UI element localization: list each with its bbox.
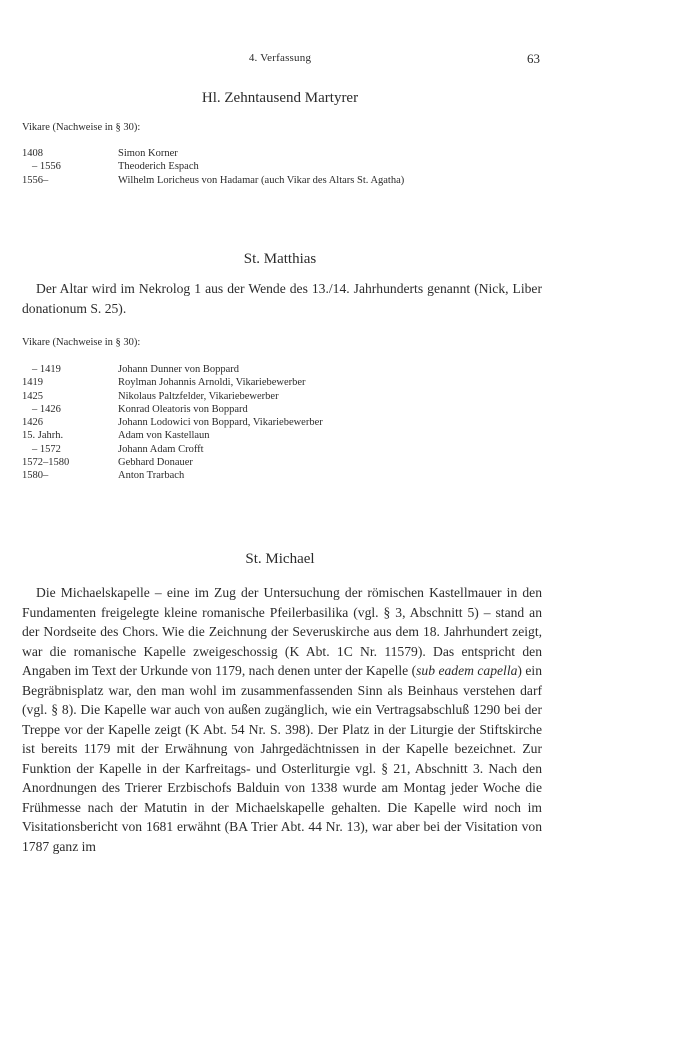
- section-heading-st-matthias: St. Matthias: [243, 251, 317, 267]
- paragraph-text: ) ein Begräbnisplatz war, den man wohl im zusammenfassenden Sinn als Beinhaus verstehen darf (vgl. § 8). Die Kapelle war auch von außen zugänglich, wie ein Vertragsabschluß 1290 bei der Treppe vor der Kapelle zeigt (K Abt. 54 Nr. S. 398). Der Platz in der Liturgie der Stiftskirche ist bereits 1179 mit der Erwähnung von Jahrgedächtnissen in der Kapelle bezeichnet. Zur Funktion der Kapelle in der Karfreitags- und Osterliturgie vgl. § 21, Abschnitt 3. Nach den Anordnungen des Trierer Erzbischofs Balduin von 1338 wurde am Montag jeder Woche die Frühmesse nach der Matutin in der Michaelskapelle gehalten. Die Kapelle wird noch im Visitationsbericht von 1681 erwähnt (BA Trier Abt. 44 Nr. 13), war aber bei der Visitation von 1787 ganz im: [22, 663, 543, 854]
- section-heading-st-michael: St. Michael: [245, 551, 315, 567]
- entry-date: 1556–: [22, 174, 49, 186]
- page-number: 63: [527, 51, 540, 66]
- entry-date: – 1426: [32, 403, 61, 415]
- entry-date: 1580–: [22, 470, 49, 482]
- entry-name: Gebhard Donauer: [118, 457, 193, 469]
- running-head-section: 4. Verfassung: [248, 52, 312, 64]
- list-item: [22, 443, 323, 456]
- entry-date: – 1419: [32, 364, 61, 375]
- matthias-intro-paragraph: Der Altar wird im Nekrolog 1 aus der Wende des 13./14. Jahrhunderts genannt (Nick, Liber donationum S. 25).: [22, 281, 542, 316]
- vicar-list: [22, 147, 404, 187]
- list-item: [22, 160, 404, 173]
- entry-date: 1425: [22, 390, 43, 402]
- entry-name: Nikolaus Paltzfelder, Vikariebewerber: [118, 390, 279, 402]
- entry-date: 1426: [22, 417, 43, 429]
- list-item: [22, 363, 323, 376]
- list-item: [22, 376, 323, 389]
- entry-date: 1408: [22, 148, 43, 159]
- list-item: [22, 390, 323, 403]
- entry-date: – 1556: [32, 161, 61, 173]
- latin-quote: sub eadem capella: [416, 663, 518, 678]
- running-head: [0, 52, 700, 68]
- entry-name: Johann Adam Crofft: [118, 443, 204, 455]
- entry-name: Konrad Oleatoris von Boppard: [118, 403, 248, 415]
- entry-name: Adam von Kastellaun: [118, 430, 210, 442]
- vicar-list: [22, 363, 323, 483]
- list-item: [22, 416, 323, 429]
- list-item: [22, 456, 323, 469]
- entry-date: 1419: [22, 377, 43, 389]
- vikare-label: Vikare (Nachweise in § 30):: [22, 337, 141, 348]
- paragraph-text: Die Michaelskapelle – eine im Zug der Untersuchung der römischen Kastellmauer in den Fundamenten freigelegte kleine romanische Pfeilerbasilika (vgl. § 3, Abschnitt 5) – stand an der Nordseite des Chors. Wie die Zeichnung der Severuskirche aus dem 18. Jahrhundert zeigt, war die romanische Kapelle zweigeschossig (K Abt. 1C Nr. 11579). Das entspricht den Angaben im Text der Urkunde von 1179, nach denen unter der Kapelle (: [22, 585, 542, 678]
- list-item: [22, 403, 323, 416]
- vikare-label: Vikare (Nachweise in § 30):: [22, 122, 141, 133]
- entry-name: Anton Trarbach: [118, 470, 185, 482]
- entry-name: Roylman Johannis Arnoldi, Vikariebewerber: [118, 377, 306, 389]
- entry-date: 15. Jahrh.: [22, 430, 64, 442]
- list-item: [22, 147, 404, 160]
- entry-name: Simon Korner: [118, 148, 178, 159]
- entry-name: Theoderich Espach: [118, 161, 199, 173]
- entry-date: – 1572: [32, 443, 61, 455]
- michael-body-paragraph: [22, 583, 542, 856]
- entry-name: Wilhelm Loricheus von Hadamar (auch Vikar des Altars St. Agatha): [118, 174, 405, 186]
- section-heading-zehntausend-martyrer: Hl. Zehntausend Martyrer: [201, 90, 359, 106]
- entry-name: Johann Lodowici von Boppard, Vikariebewerber: [118, 417, 323, 429]
- list-item: [22, 174, 404, 187]
- list-item: [22, 469, 323, 482]
- entry-date: 1572–1580: [22, 457, 70, 469]
- list-item: [22, 429, 323, 442]
- entry-name: Johann Dunner von Boppard: [118, 364, 240, 375]
